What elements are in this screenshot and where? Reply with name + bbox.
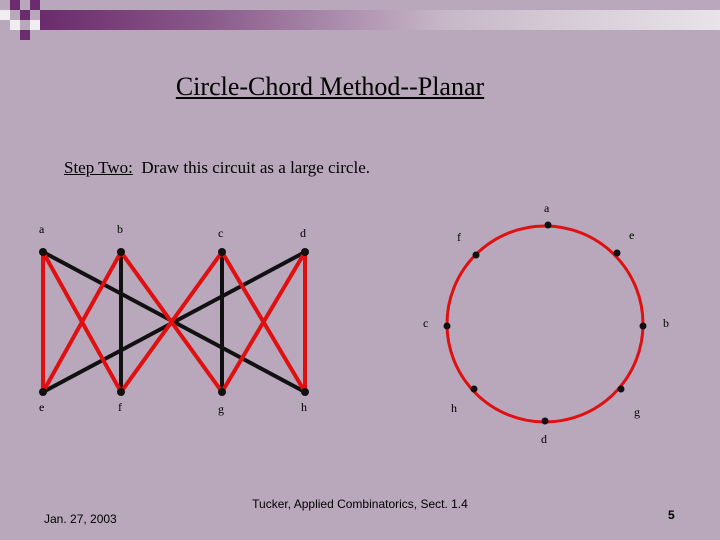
footer-reference: Tucker, Applied Combinatorics, Sect. 1.4 <box>252 497 468 511</box>
circle-vertex-f <box>473 252 480 259</box>
label-e: e <box>39 400 45 414</box>
circle-vertex-d <box>542 418 549 425</box>
vertex-d <box>301 248 309 256</box>
vertex-g <box>218 388 226 396</box>
vertex-h <box>301 388 309 396</box>
circle-vertex-g <box>618 386 625 393</box>
circle-vertex-b <box>640 323 647 330</box>
circle-label-h: h <box>451 401 457 415</box>
circle-vertex-e <box>614 250 621 257</box>
label-d: d <box>300 226 306 240</box>
circle-vertex-h <box>471 386 478 393</box>
footer-date: Jan. 27, 2003 <box>44 512 117 526</box>
circle-label-b: b <box>663 316 669 330</box>
circle-graph <box>423 201 669 446</box>
step-label: Step Two: <box>64 158 133 177</box>
circle-label-e: e <box>629 228 635 242</box>
circle-vertex-c <box>444 323 451 330</box>
slide-title: Circle-Chord Method--Planar <box>175 72 485 101</box>
circle-label-d: d <box>541 432 547 446</box>
vertex-b <box>117 248 125 256</box>
vertex-e <box>39 388 47 396</box>
circle-label-c: c <box>423 316 429 330</box>
label-g: g <box>218 402 224 416</box>
circle-label-f: f <box>457 230 461 244</box>
label-b: b <box>117 222 123 236</box>
vertex-f <box>117 388 125 396</box>
page-number: 5 <box>668 508 675 522</box>
left-graph <box>39 222 309 416</box>
step-text: Draw this circuit as a large circle. <box>141 158 370 177</box>
circle-vertex-a <box>545 222 552 229</box>
label-h: h <box>301 400 307 414</box>
vertex-a <box>39 248 47 256</box>
label-f: f <box>118 400 122 414</box>
vertex-c <box>218 248 226 256</box>
label-a: a <box>39 222 45 236</box>
circle-label-a: a <box>544 201 550 215</box>
circle-label-g: g <box>634 405 640 419</box>
label-c: c <box>218 226 224 240</box>
